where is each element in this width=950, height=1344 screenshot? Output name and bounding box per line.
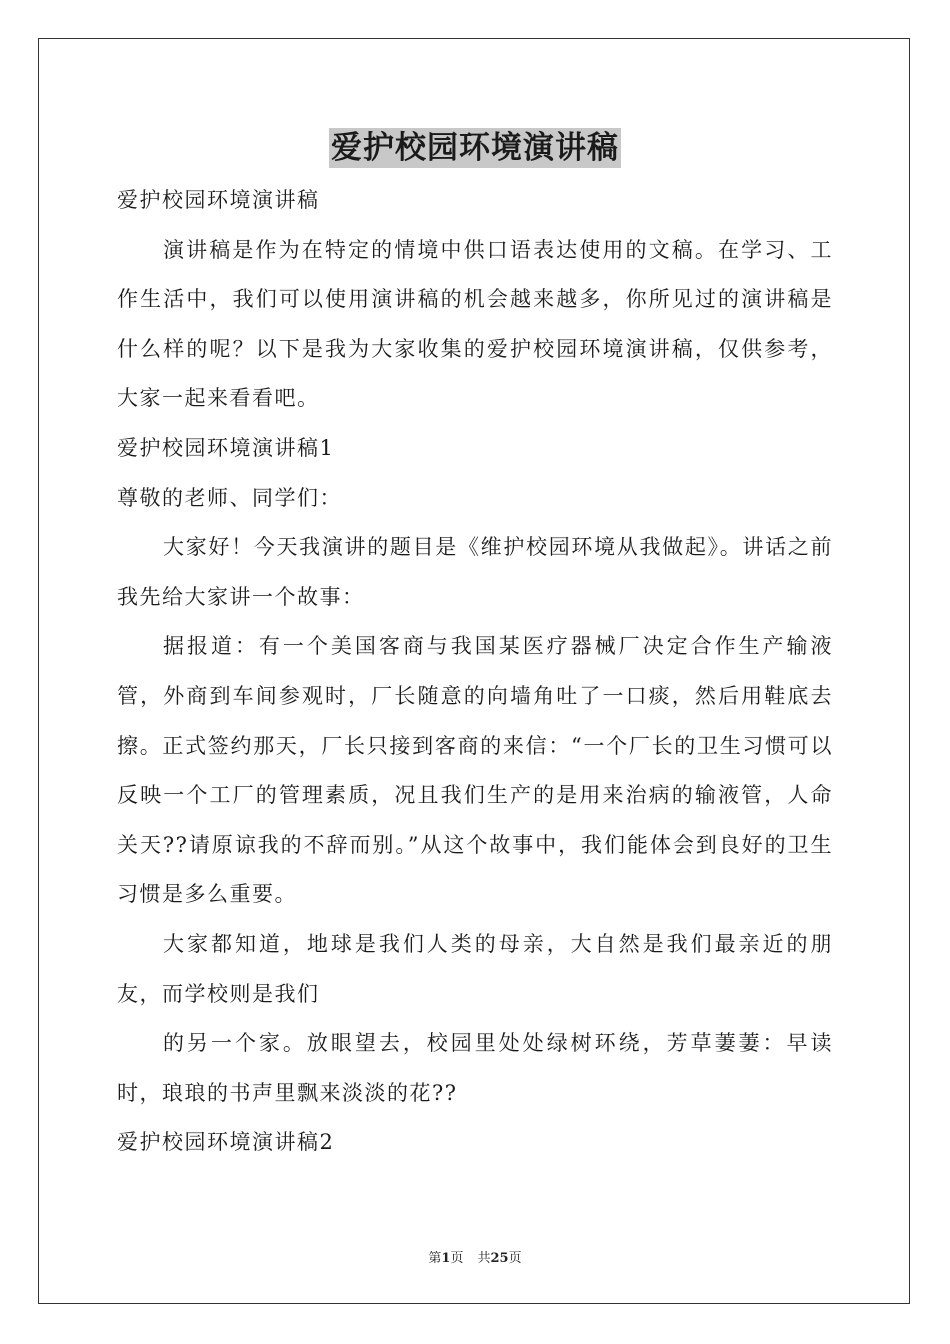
campus-paragraph: 的另一个家。放眼望去，校园里处处绿树环绕，芳草萋萋：早读时，琅琅的书声里飘来淡淡的花?? (117, 1031, 833, 1105)
subtitle-paragraph: 爱护校园环境演讲稿 (117, 188, 320, 212)
page-prefix: 第 (428, 1251, 442, 1266)
total-suffix: 页 (508, 1251, 522, 1266)
page-suffix: 页 (450, 1251, 464, 1266)
section-heading-2: 爱护校园环境演讲稿2 (117, 1130, 335, 1155)
document-title: 爱护校园环境演讲稿 (331, 130, 619, 166)
section-heading-1: 爱护校园环境演讲稿1 (117, 435, 335, 460)
title-container (0, 128, 950, 168)
story-paragraph: 据报道：有一个美国客商与我国某医疗器械厂决定合作生产输液管，外商到车间参观时，厂长随意的向墙角吐了一口痰，然后用鞋底去擦。正式签约那天，厂长只接到客商的来信：“一个厂长的卫生习惯可以反映一个工厂的管理素质，况且我们生产的是用来治病的输液管，人命关天??请原谅我的不辞而别。”从这个故事中，我们能体会到良好的卫生习惯是多么重要。 (117, 634, 833, 907)
total-pages: 25 (490, 1251, 509, 1266)
intro-paragraph: 演讲稿是作为在特定的情境中供口语表达使用的文稿。在学习、工作生活中，我们可以使用演讲稿的机会越来越多，你所见过的演讲稿是什么样的呢？以下是我为大家收集的爱护校园环境演讲稿，仅供参考，大家一起来看看吧。 (117, 237, 833, 411)
document-body (117, 176, 833, 1168)
page-footer (0, 1247, 950, 1266)
greeting-paragraph: 大家好！今天我演讲的题目是《维护校园环境从我做起》。讲话之前我先给大家讲一个故事： (117, 535, 833, 609)
earth-paragraph: 大家都知道，地球是我们人类的母亲，大自然是我们最亲近的朋友，而学校则是我们 (117, 931, 833, 1006)
salutation-paragraph: 尊敬的老师、同学们： (117, 485, 342, 510)
total-prefix: 共 (477, 1251, 491, 1266)
page-number: 1 (441, 1251, 451, 1266)
